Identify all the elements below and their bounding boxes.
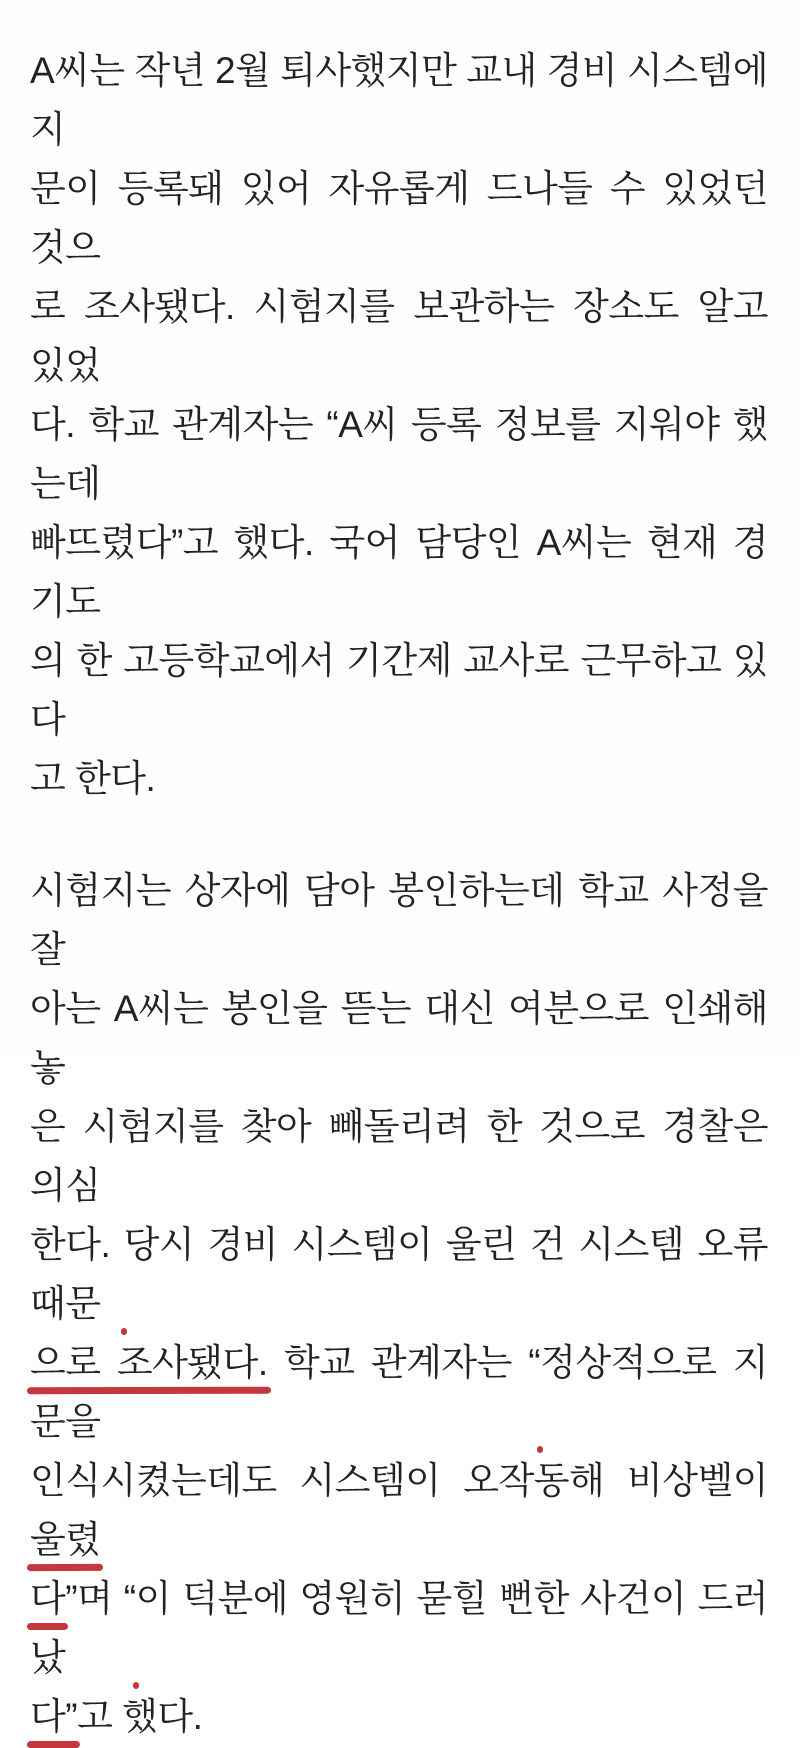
red-underlined-text: 다: [30, 1578, 66, 1619]
text-segment: A씨는 작년 2월 퇴사했지만 교내 경비 시스템에 지: [30, 50, 778, 150]
text-line: [30, 979, 778, 1097]
text-line: [30, 513, 768, 631]
text-segment: 한다.: [30, 1224, 124, 1265]
paragraph: [30, 41, 778, 808]
text-segment: 은 시험지를 찾아 빼돌리려 한 것으로 경찰은 의심: [30, 1106, 778, 1206]
text-segment: ”며 “: [65, 1578, 136, 1619]
text-line: [30, 631, 768, 749]
text-segment: 아는 A씨는 봉인을 뜯는 대신 여분으로 인쇄해 놓: [30, 988, 778, 1088]
text-line: [30, 1569, 768, 1687]
text-line: [30, 1097, 778, 1215]
text-segment: 빠뜨렸다”고 했다. 국어 담당인 A씨는 현재 경기도: [30, 522, 768, 622]
text-line: [30, 277, 778, 395]
text-line: [30, 159, 778, 277]
text-segment: 로 조사됐다. 시험지를 보관하는 장소도 알고 있었: [30, 286, 778, 386]
red-underlined-text: 으로 조사됐다.: [30, 1342, 268, 1383]
text-segment: 의 한 고등학교에서 기간제 교사로 근무하고 있다: [30, 640, 768, 740]
text-line: [30, 1215, 778, 1333]
text-segment: 고 했다.: [77, 1696, 203, 1737]
text-line: [30, 749, 768, 808]
text-segment: 시험지는 상자에 담아 봉인하는데 학교 사정을 잘: [30, 870, 778, 970]
text-line: [30, 861, 778, 979]
text-line: [30, 1333, 768, 1451]
red-underlined-text: 인식시켰는데도 시스템이 오작동해 비상벨이 울렸: [30, 1460, 778, 1560]
text-line: [30, 1687, 768, 1746]
red-underlined-text: 이 덕분에 영원히 묻힐 뻔한 사건이 드러났: [30, 1578, 768, 1678]
red-underlined-text: 당시 경비 시스템이 울린 건 시스템 오류 때문: [30, 1224, 778, 1324]
text-line: [30, 41, 778, 159]
text-segment: 학교 관계자는 “: [267, 1342, 541, 1383]
red-underlined-text: 정상적으로 지문을: [30, 1342, 768, 1442]
paragraph: [30, 861, 778, 1746]
text-line: [30, 395, 768, 513]
text-segment: 다. 학교 관계자는 “A씨 등록 정보를 지워야 했는데: [30, 404, 768, 504]
text-segment: 문이 등록돼 있어 자유롭게 드나들 수 있었던 것으: [30, 168, 778, 268]
red-underlined-text: 다”: [30, 1696, 78, 1737]
text-segment: 고 한다.: [30, 758, 156, 799]
text-line: [30, 1451, 778, 1569]
